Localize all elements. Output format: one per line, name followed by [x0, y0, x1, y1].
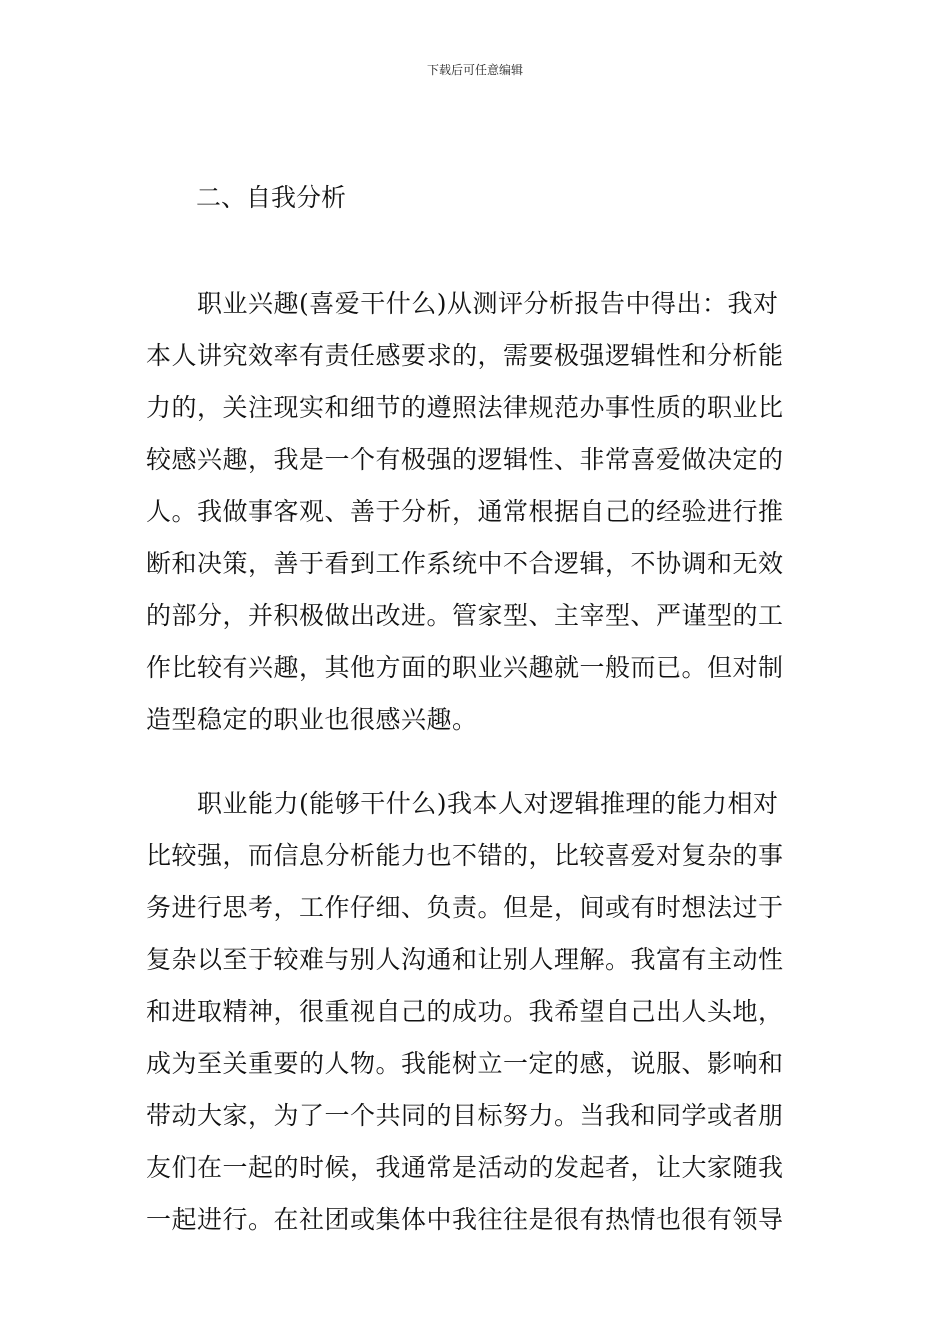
section-heading: 二、自我分析 — [196, 183, 347, 212]
paragraph-career-ability — [146, 778, 826, 1246]
paragraph-line: 职业能力(能够干什么)我本人对逻辑推理的能力相对 — [146, 789, 779, 818]
paragraph-line: 成为至关重要的人物。我能树立一定的感，说服、影响和 — [146, 1049, 784, 1078]
paragraph-line: 作比较有兴趣，其他方面的职业兴趣就一般而已。但对制 — [146, 653, 784, 682]
paragraph-line: 务进行思考，工作仔细、负责。但是，间或有时想法过于 — [146, 893, 784, 922]
paragraph-line: 和进取精神，很重视自己的成功。我希望自己出人头地， — [146, 997, 784, 1026]
paragraph-line: 本人讲究效率有责任感要求的，需要极强逻辑性和分析能 — [146, 341, 784, 370]
paragraph-line: 的部分，并积极做出改进。管家型、主宰型、严谨型的工 — [146, 601, 784, 630]
page-header-note: 下载后可任意编辑 — [426, 63, 523, 77]
paragraph-line: 断和决策，善于看到工作系统中不合逻辑，不协调和无效 — [146, 549, 784, 578]
paragraph-line: 较感兴趣，我是一个有极强的逻辑性、非常喜爱做决定的 — [146, 445, 784, 474]
paragraph-line: 比较强，而信息分析能力也不错的，比较喜爱对复杂的事 — [146, 841, 784, 870]
paragraph-line: 造型稳定的职业也很感兴趣。 — [146, 705, 478, 734]
paragraph-line: 一起进行。在社团或集体中我往往是很有热情也很有领导 — [146, 1205, 784, 1234]
paragraph-line: 友们在一起的时候，我通常是活动的发起者，让大家随我 — [146, 1153, 784, 1182]
paragraph-line: 力的，关注现实和细节的遵照法律规范办事性质的职业比 — [146, 393, 784, 422]
paragraph-line: 带动大家，为了一个共同的目标努力。当我和同学或者朋 — [146, 1101, 784, 1130]
paragraph-line: 人。我做事客观、善于分析，通常根据自己的经验进行推 — [146, 497, 784, 526]
paragraph-career-interest — [146, 278, 826, 746]
paragraph-line: 复杂以至于较难与别人沟通和让别人理解。我富有主动性 — [146, 945, 784, 974]
paragraph-line: 职业兴趣(喜爱干什么)从测评分析报告中得出：我对 — [146, 289, 779, 318]
